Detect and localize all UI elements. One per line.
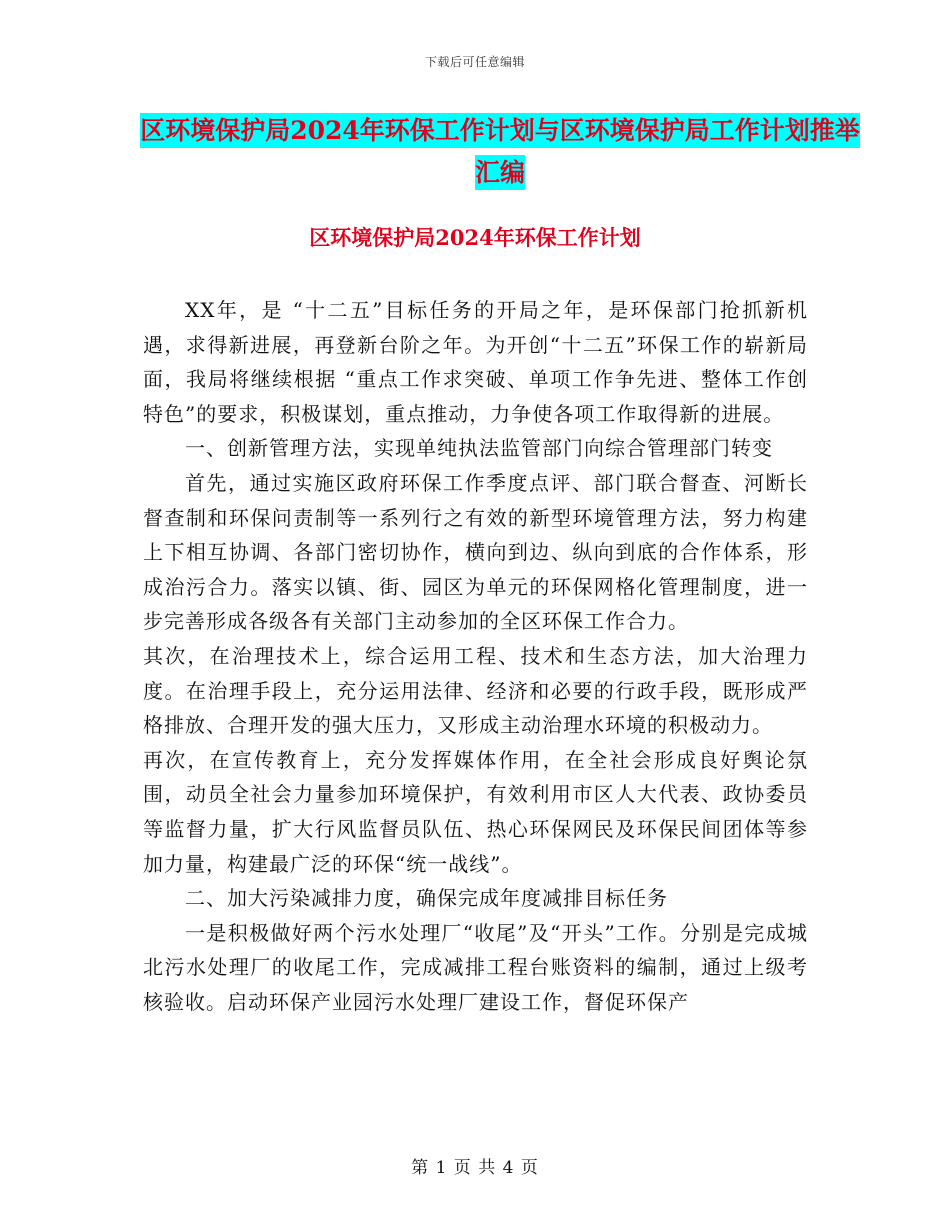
heading-section-one: 一、创新管理方法，实现单纯执法监管部门向综合管理部门转变 [185,436,773,461]
page-number: 第 1 页 共 4 页 [411,1158,539,1178]
document-body [143,293,808,1019]
document-title [140,110,860,194]
document-title-text: 区环境保护局2024年环保工作计划与区环境保护局工作计划推举汇编 [140,113,860,190]
paragraph-intro: XX年，是 “十二五”目标任务的开局之年，是环保部门抢抓新机遇，求得新进展，再登新台阶之年。为开创“十二五”环保工作的崭新局面，我局将继续根据 “重点工作求突破、单项工作争先进、整体工作创特色”的要求，积极谋划，重点推动，力争使各项工作取得新的进展。 [143,298,808,426]
paragraph-third: 再次，在宣传教育上，充分发挥媒体作用，在全社会形成良好舆论氛围，动员全社会力量参加环境保护，有效利用市区人大代表、政协委员等监督力量，扩大行风监督员队伍、热心环保网民及环保民间团体等参加力量，构建最广泛的环保“统一战线”。 [143,747,808,876]
paragraph-wastewater: 一是积极做好两个污水处理厂“收尾”及“开头”工作。分别是完成城北污水处理厂的收尾工作，完成减排工程台账资料的编制，通过上级考核验收。启动环保产业园污水处理厂建设工作，督促环保产 [143,920,808,1014]
paragraph-first: 首先，通过实施区政府环保工作季度点评、部门联合督查、河断长督查制和环保问责制等一系列行之有效的新型环境管理方法，努力构建上下相互协调、各部门密切协作，横向到边、纵向到底的合作体系，形成治污合力。落实以镇、街、园区为单元的环保网格化管理制度，进一步完善形成各级各有关部门主动参加的全区环保工作合力。 [143,470,808,634]
heading-section-two: 二、加大污染减排力度，确保完成年度减排目标任务 [185,886,668,911]
paragraph-second: 其次，在治理技术上，综合运用工程、技术和生态方法，加大治理力度。在治理手段上，充分运用法律、经济和必要的行政手段，既形成严格排放、合理开发的强大压力，又形成主动治理水环境的积极动力。 [143,643,808,738]
section-title: 区环境保护局2024年环保工作计划 [309,225,641,250]
download-note: 下载后可任意编辑 [424,55,525,69]
